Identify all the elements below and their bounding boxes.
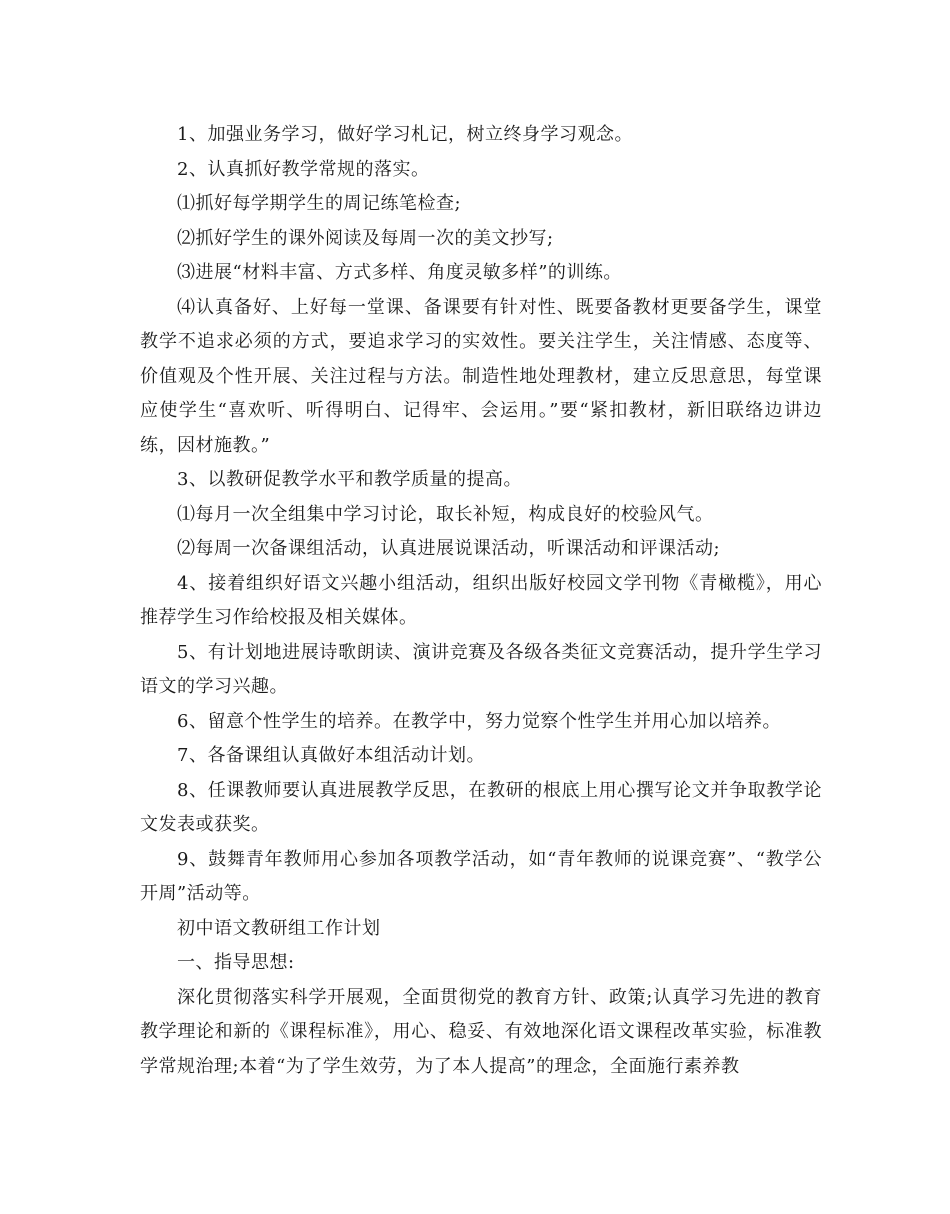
- paragraph-6: ⑷认真备好、上好每一堂课、备课要有针对性、既要备教材更要备学生，课堂教学不追求必须的方式，要追求学习的实效性。要关注学生，关注情感、态度等、价值观及个性开展、关注过程与方法。制造性地处理教材，建立反思意思，每堂课应使学生“喜欢听、听得明白、记得牢、会运用。”要“紧扣教材，新旧联络边讲边练，因材施教。”: [140, 296, 822, 456]
- paragraph-12: 6、留意个性学生的培养。在教学中，努力觉察个性学生并用心加以培养。: [177, 710, 781, 732]
- paragraph-1: 1、加强业务学习，做好学习札记，树立终身学习观念。: [177, 124, 633, 145]
- paragraph-7: 3、以教研促教学水平和教学质量的提高。: [177, 469, 522, 490]
- paragraph-3: ⑴抓好每学期学生的周记练笔检查;: [177, 193, 462, 214]
- paragraph-4: ⑵抓好学生的课外阅读及每周一次的美文抄写;: [177, 227, 554, 249]
- section-title: 初中语文教研组工作计划: [177, 917, 381, 939]
- paragraph-14: 8、任课教师要认真进展教学反思，在教研的根底上用心撰写论文并争取教学论文发表或获奖。: [140, 779, 822, 835]
- document-body: [140, 118, 822, 1084]
- paragraph-13: 7、各备课组认真做好本组活动计划。: [177, 745, 485, 766]
- section-heading: 一、指导思想:: [177, 952, 295, 973]
- paragraph-15: 9、鼓舞青年教师用心参加各项教学活动，如“青年教师的说课竞赛”、“教学公开周”活动等。: [140, 848, 822, 904]
- paragraph-18: 深化贯彻落实科学开展观，全面贯彻党的教育方针、政策;认真学习先进的教育教学理论和新的《课程标准》，用心、稳妥、有效地深化语文课程改革实验，标准教学常规治理;本着“为了学生效劳，为了本人提高”的理念，全面施行素养教: [140, 986, 822, 1077]
- paragraph-2: 2、认真抓好教学常规的落实。: [177, 158, 430, 180]
- paragraph-5: ⑶进展“材料丰富、方式多样、角度灵敏多样”的训练。: [177, 262, 622, 283]
- paragraph-9: ⑵每周一次备课组活动，认真进展说课活动，听课活动和评课活动;: [177, 538, 721, 559]
- paragraph-10: 4、接着组织好语文兴趣小组活动，组织出版好校园文学刊物《青橄榄》，用心推荐学生习作给校报及相关媒体。: [140, 572, 822, 628]
- paragraph-11: 5、有计划地进展诗歌朗读、演讲竞赛及各级各类征文竞赛活动，提升学生学习语文的学习兴趣。: [140, 641, 822, 697]
- paragraph-8: ⑴每月一次全组集中学习讨论，取长补短，构成良好的校验风气。: [177, 503, 714, 525]
